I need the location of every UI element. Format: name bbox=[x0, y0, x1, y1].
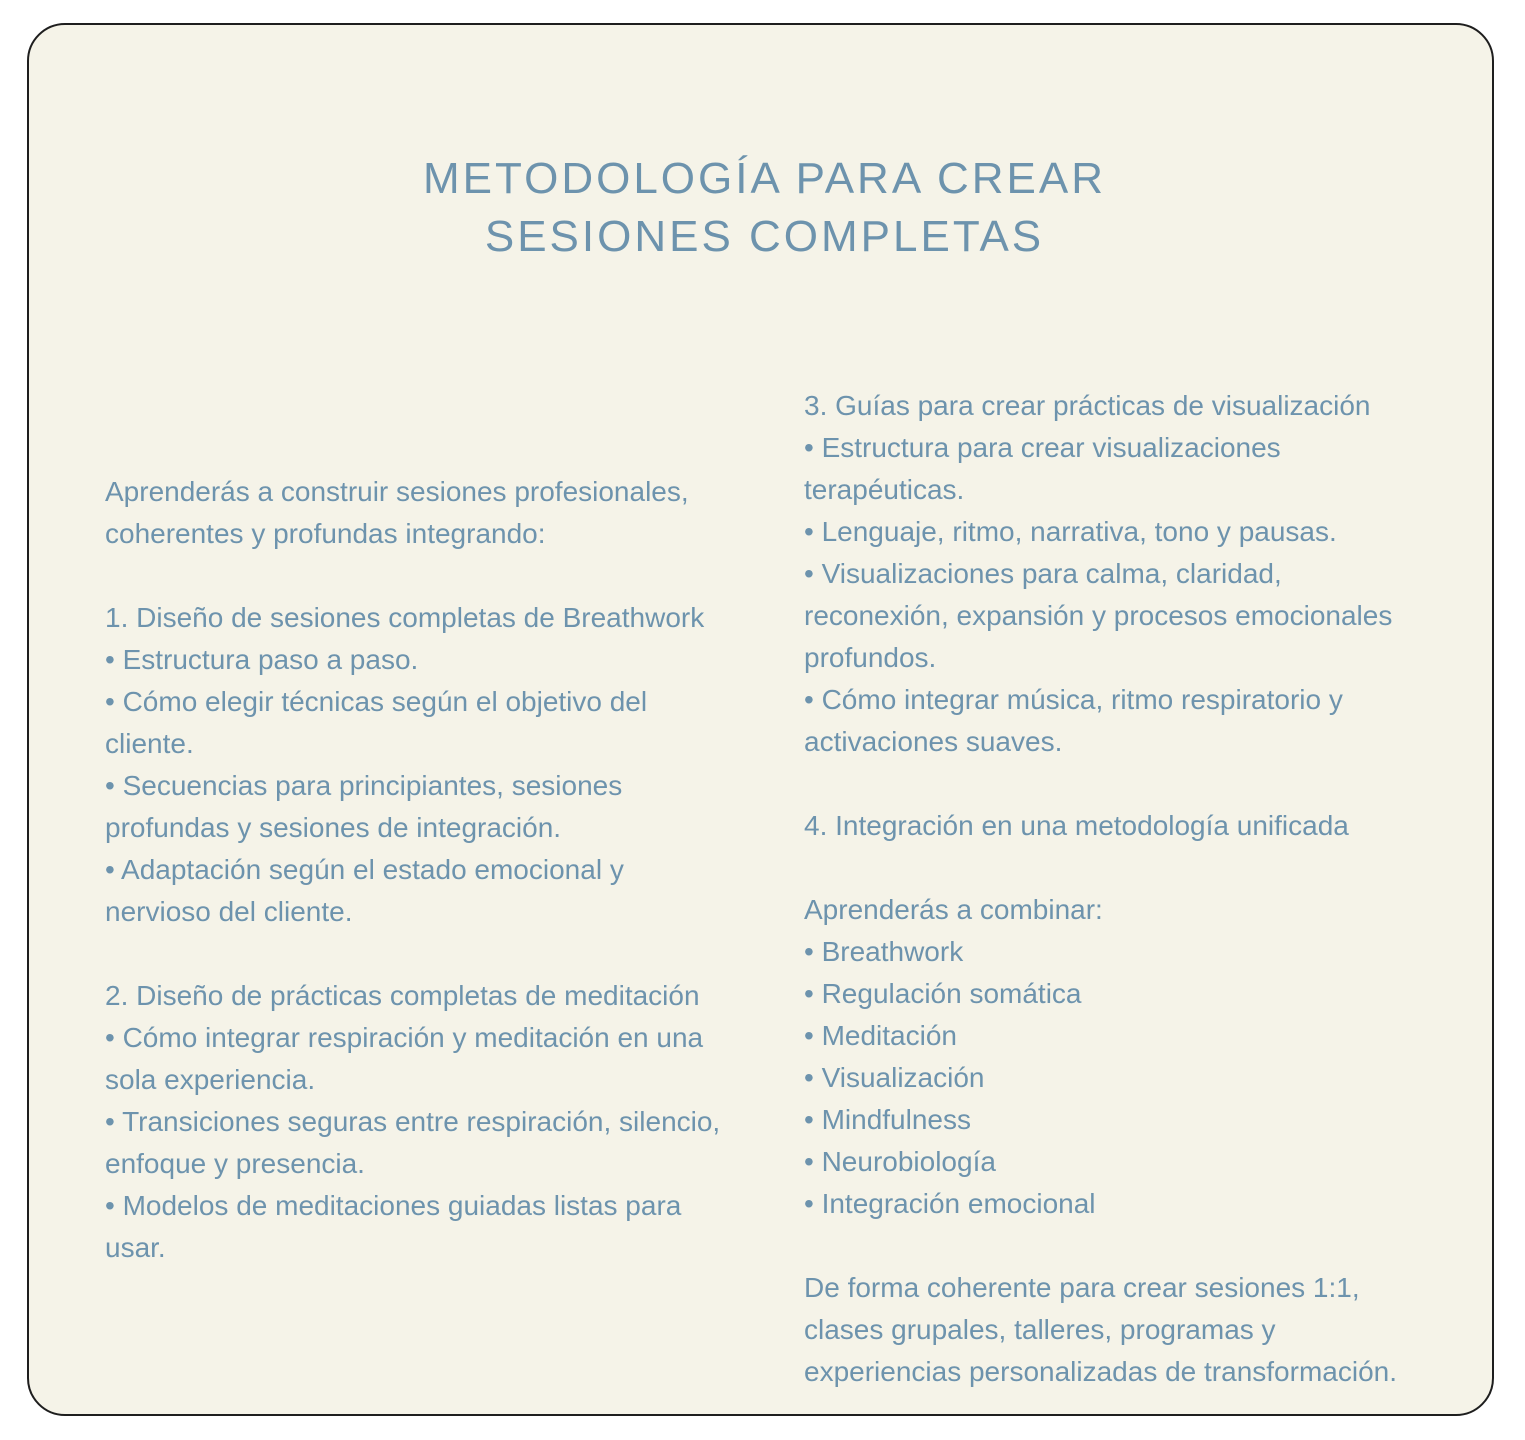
content-card bbox=[27, 23, 1494, 1416]
section-3-line: terapéuticas. bbox=[804, 474, 965, 505]
section-3-line: • Cómo integrar música, ritmo respiratorio y bbox=[804, 684, 1343, 715]
right-column bbox=[804, 385, 1474, 1393]
section-1-line: • Secuencias para principiantes, sesiones bbox=[105, 770, 623, 801]
closing-line: experiencias personalizadas de transformación. bbox=[804, 1356, 1397, 1387]
section-2-line: • Transiciones seguras entre respiración, silencio, bbox=[105, 1106, 721, 1137]
title-line-1: METODOLOGÍA PARA CREAR bbox=[423, 154, 1106, 204]
section-1-line: profundas y sesiones de integración. bbox=[105, 812, 562, 843]
section-3-heading: 3. Guías para crear prácticas de visualización bbox=[804, 390, 1371, 421]
section-2-line: • Cómo integrar respiración y meditación en una bbox=[105, 1022, 704, 1053]
section-3-line: • Estructura para crear visualizaciones bbox=[804, 432, 1281, 463]
combine-item: • Integración emocional bbox=[804, 1188, 1096, 1219]
section-1-heading: 1. Diseño de sesiones completas de Breathwork bbox=[105, 602, 705, 633]
section-1-line: nervioso del cliente. bbox=[105, 896, 353, 927]
section-1-line: • Adaptación según el estado emocional y bbox=[105, 854, 624, 885]
page-title bbox=[29, 150, 1500, 266]
section-3-line: activaciones suaves. bbox=[804, 726, 1063, 757]
combine-intro: Aprenderás a combinar: bbox=[804, 894, 1103, 925]
section-2-line: sola experiencia. bbox=[105, 1064, 316, 1095]
combine-item: • Breathwork bbox=[804, 936, 964, 967]
combine-item: • Regulación somática bbox=[804, 978, 1082, 1009]
section-3-line: profundos. bbox=[804, 642, 937, 673]
intro-line: Aprenderás a construir sesiones profesionales, bbox=[105, 476, 689, 507]
section-4-heading: 4. Integración en una metodología unificada bbox=[804, 810, 1349, 841]
section-2-line: usar. bbox=[105, 1232, 166, 1263]
title-line-2: SESIONES COMPLETAS bbox=[484, 212, 1045, 262]
closing-line: clases grupales, talleres, programas y bbox=[804, 1314, 1276, 1345]
closing-line: De forma coherente para crear sesiones 1:1, bbox=[804, 1272, 1360, 1303]
section-3-line: • Lenguaje, ritmo, narrativa, tono y pausas. bbox=[804, 516, 1337, 547]
combine-item: • Meditación bbox=[804, 1020, 957, 1051]
left-column bbox=[105, 471, 805, 1269]
intro-line: coherentes y profundas integrando: bbox=[105, 518, 546, 549]
combine-item: • Visualización bbox=[804, 1062, 985, 1093]
section-2-line: • Modelos de meditaciones guiadas listas para bbox=[105, 1190, 682, 1221]
combine-item: • Neurobiología bbox=[804, 1146, 996, 1177]
section-1-line: cliente. bbox=[105, 728, 194, 759]
section-1-line: • Estructura paso a paso. bbox=[105, 644, 419, 675]
section-2-line: enfoque y presencia. bbox=[105, 1148, 365, 1179]
section-3-line: • Visualizaciones para calma, claridad, bbox=[804, 558, 1282, 589]
section-1-line: • Cómo elegir técnicas según el objetivo del bbox=[105, 686, 648, 717]
section-3-line: reconexión, expansión y procesos emocionales bbox=[804, 600, 1393, 631]
combine-item: • Mindfulness bbox=[804, 1104, 971, 1135]
section-2-heading: 2. Diseño de prácticas completas de meditación bbox=[105, 980, 700, 1011]
